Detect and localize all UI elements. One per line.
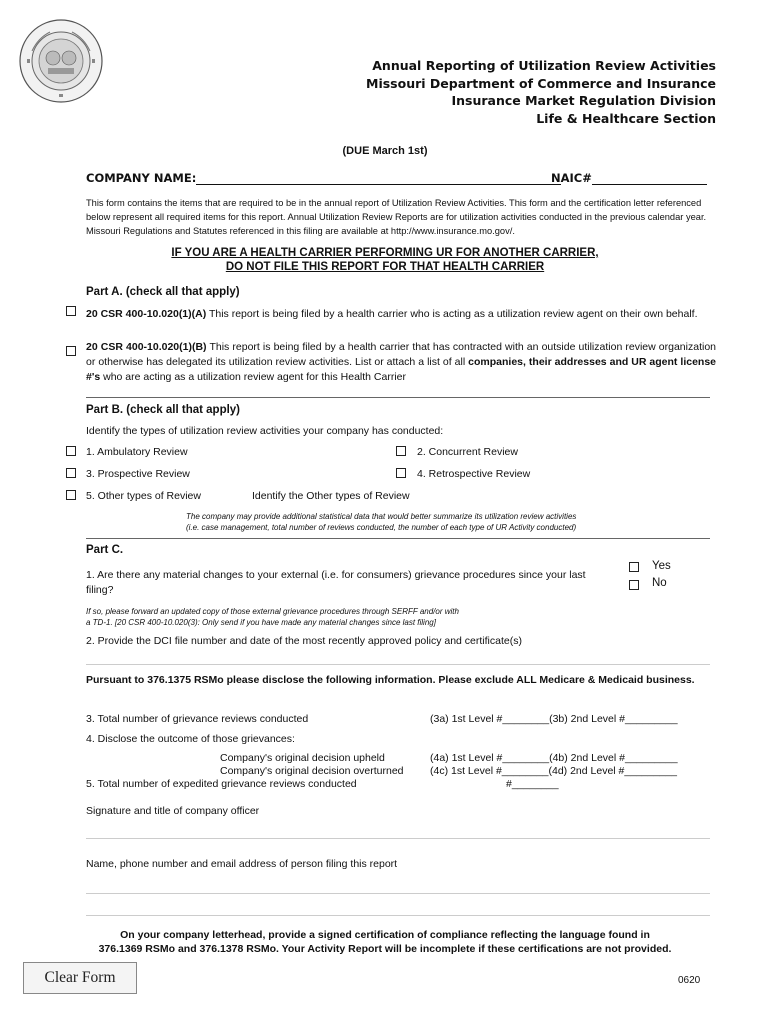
yes-checkbox[interactable] bbox=[629, 562, 639, 572]
header-line-4: Life & Healthcare Section bbox=[536, 110, 716, 126]
footer-line-1: On your company letterhead, provide a signed certification of compliance reflecting the language found in bbox=[120, 929, 650, 941]
decision-upheld-label: Company's original decision upheld bbox=[220, 752, 385, 764]
part-b-note-1: The company may provide additional statistical data that would better summarize its utilization review activities bbox=[186, 512, 577, 521]
part-a-item-2 bbox=[86, 340, 716, 385]
grievance-question-3: 3. Total number of grievance reviews conducted bbox=[86, 713, 309, 725]
prospective-checkbox[interactable] bbox=[66, 468, 76, 478]
form-number: 0620 bbox=[678, 975, 701, 986]
grievance-question-4: 4. Disclose the outcome of those grievances: bbox=[86, 733, 295, 745]
contact-line[interactable] bbox=[86, 893, 710, 894]
divider bbox=[86, 915, 710, 916]
clear-form-button[interactable]: Clear Form bbox=[23, 962, 137, 994]
signature-line[interactable] bbox=[86, 838, 710, 839]
company-name-label: COMPANY NAME: bbox=[86, 171, 197, 185]
part-a-item-2-text: This report is being filed by a health carrier that has contracted with an outside utilization review organization or otherwise has delegated its utilization review activities. List or attach a list of all bbox=[86, 341, 716, 368]
grievance-question-5: 5. Total number of expedited grievance reviews conducted bbox=[86, 778, 357, 790]
other-review-identify[interactable]: Identify the Other types of Review bbox=[252, 490, 410, 502]
concurrent-label: 2. Concurrent Review bbox=[417, 446, 518, 458]
header-line-3: Insurance Market Regulation Division bbox=[451, 93, 716, 108]
divider bbox=[86, 538, 710, 539]
naic-row bbox=[551, 171, 707, 185]
concurrent-checkbox[interactable] bbox=[396, 446, 406, 456]
prospective-label: 3. Prospective Review bbox=[86, 468, 190, 480]
ambulatory-label: 1. Ambulatory Review bbox=[86, 446, 188, 458]
signature-label: Signature and title of company officer bbox=[86, 805, 260, 817]
company-name-row bbox=[86, 171, 561, 185]
footer-line-2: 376.1369 RSMo and 376.1378 RSMo. Your Activity Report will be incomplete if these certifications are not provided. bbox=[98, 943, 672, 955]
grievance-intro: Pursuant to 376.1375 RSMo please disclose the following information. Please exclude ALL Medicare & Medicaid business. bbox=[86, 674, 695, 686]
header-title-block bbox=[296, 57, 716, 127]
ambulatory-checkbox[interactable] bbox=[66, 446, 76, 456]
header-line-1: Annual Reporting of Utilization Review Activities bbox=[372, 58, 716, 73]
part-a-item-1-code: 20 CSR 400-10.020(1)(A) bbox=[86, 308, 207, 320]
dci-answer-line[interactable] bbox=[86, 664, 710, 665]
contact-label: Name, phone number and email address of person filing this report bbox=[86, 858, 398, 870]
grievance-4c-4d[interactable]: (4c) 1st Level #________(4d) 2nd Level #_________ bbox=[430, 765, 677, 777]
part-b-note-2: (i.e. case management, total number of reviews conducted, the number of each type of UR Activity conducted) bbox=[186, 523, 577, 532]
certification-footer bbox=[0, 928, 770, 956]
carrier-warning bbox=[0, 246, 770, 274]
part-b-title: Part B. (check all that apply) bbox=[86, 404, 241, 416]
company-name-field[interactable] bbox=[196, 172, 561, 185]
intro-paragraph: This form contains the items that are required to be in the annual report of Utilization Review Activities. This form and the certification letter referenced below represent all required items for this report. Annual Utilization Review Reports are for utilization activities conducted in the previous calendar year. Missouri Regulations and Statutes referenced in this filing are available at http://www.insurance.mo.gov/. bbox=[86, 198, 707, 236]
naic-field[interactable] bbox=[592, 172, 707, 185]
part-c-note-2: a TD-1. [20 CSR 400-10.020(3): Only send if you have made any material changes since last filing] bbox=[86, 618, 436, 627]
part-a-item-1 bbox=[86, 307, 716, 322]
part-a-item-2-bold: companies, their addresses and UR agent license #'s bbox=[86, 356, 717, 383]
part-a-item-2-code: 20 CSR 400-10.020(1)(B) bbox=[86, 341, 207, 353]
part-b-instruction: Identify the types of utilization review activities your company has conducted: bbox=[86, 425, 444, 437]
part-a-item-1-text: This report is being filed by a health carrier who is acting as a utilization review agent on their own behalf. bbox=[208, 308, 698, 320]
grievance-5-value[interactable]: #________ bbox=[506, 778, 559, 790]
divider bbox=[86, 397, 710, 398]
grievance-3a-3b[interactable]: (3a) 1st Level #________(3b) 2nd Level #_________ bbox=[430, 713, 678, 725]
missouri-seal-icon bbox=[18, 18, 104, 104]
header-line-2: Missouri Department of Commerce and Insurance bbox=[366, 75, 716, 91]
no-checkbox[interactable] bbox=[629, 580, 639, 590]
part-a-checkbox-2[interactable] bbox=[66, 346, 76, 356]
yes-label: Yes bbox=[652, 560, 671, 572]
other-review-label: 5. Other types of Review bbox=[86, 490, 201, 502]
part-a-item-2-tail: who are acting as a utilization review agent for this Health Carrier bbox=[103, 371, 407, 383]
part-a-checkbox-1[interactable] bbox=[66, 306, 76, 316]
part-c-title: Part C. bbox=[86, 544, 124, 556]
naic-label: NAIC# bbox=[551, 171, 592, 185]
warning-line-1: IF YOU ARE A HEALTH CARRIER PERFORMING UR FOR ANOTHER CARRIER, bbox=[171, 247, 599, 259]
decision-overturned-label: Company's original decision overturned bbox=[220, 765, 404, 777]
retrospective-label: 4. Retrospective Review bbox=[417, 468, 531, 480]
other-review-checkbox[interactable] bbox=[66, 490, 76, 500]
grievance-4a-4b[interactable]: (4a) 1st Level #________(4b) 2nd Level #_________ bbox=[430, 752, 678, 764]
part-c-note-1: If so, please forward an updated copy of those external grievance procedures through SERFF and/or with bbox=[86, 607, 459, 616]
no-label: No bbox=[652, 577, 667, 589]
due-date: (DUE March 1st) bbox=[342, 145, 428, 157]
part-a-title: Part A. (check all that apply) bbox=[86, 286, 240, 298]
part-c-question-1: 1. Are there any material changes to your external (i.e. for consumers) grievance procedures since your last filing? bbox=[86, 569, 586, 596]
part-c-question-2: 2. Provide the DCI file number and date of the most recently approved policy and certificate(s) bbox=[86, 635, 522, 647]
warning-line-2: DO NOT FILE THIS REPORT FOR THAT HEALTH CARRIER bbox=[225, 261, 545, 273]
retrospective-checkbox[interactable] bbox=[396, 468, 406, 478]
